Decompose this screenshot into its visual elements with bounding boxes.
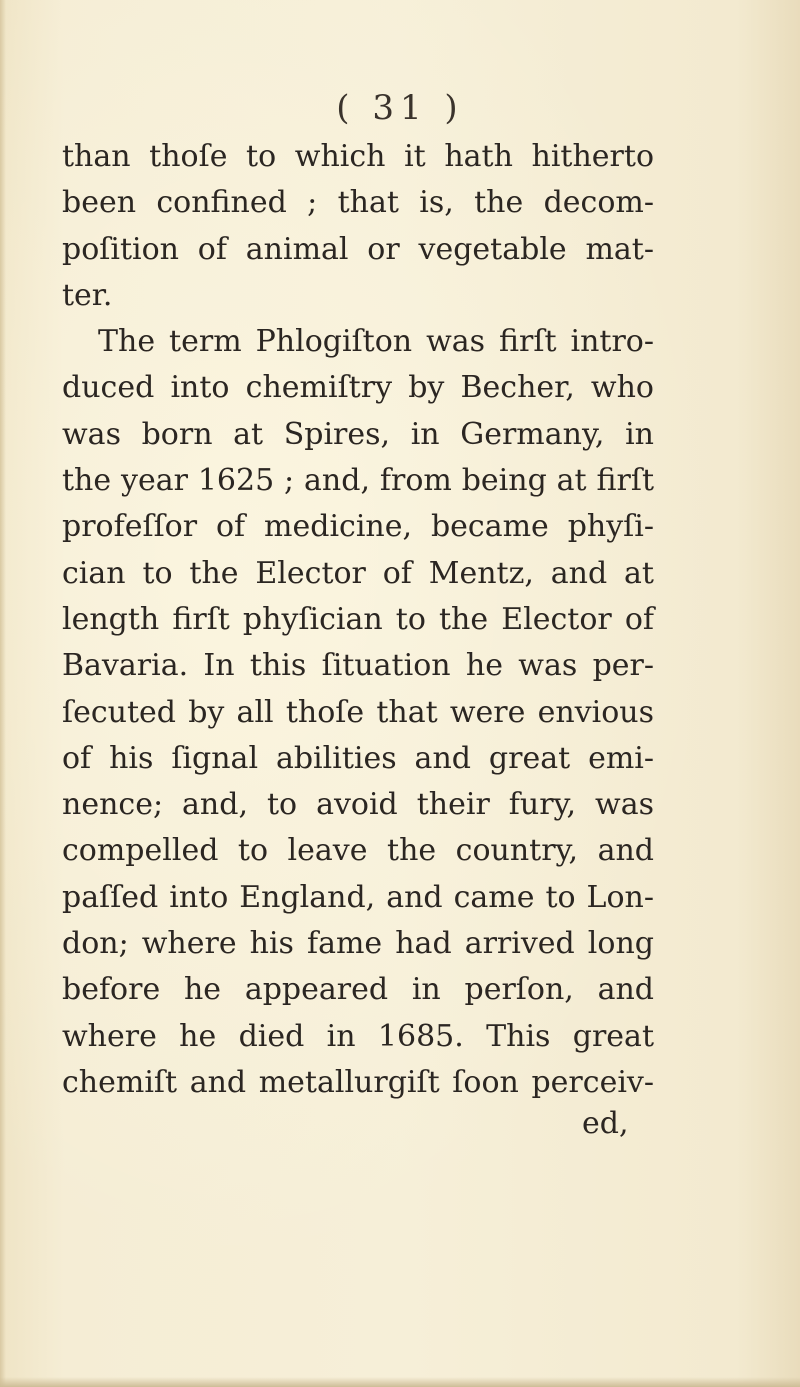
text-line: before he appeared in perſon, and: [62, 972, 654, 1008]
body-text: [62, 134, 654, 1152]
text-line: been confined ; that is, the decom-: [62, 185, 654, 221]
catchword: ed,: [582, 1106, 629, 1142]
text-line: The term Phlogiſton was firſt intro-: [98, 324, 654, 360]
text-line: Bavaria. In this ſituation he was per-: [62, 648, 654, 684]
text-line: where he died in 1685. This great: [62, 1018, 654, 1054]
text-line: don; where his fame had arrived long: [62, 926, 654, 962]
text-line: paſſed into England, and came to Lon-: [62, 879, 654, 915]
text-line: than thoſe to which it hath hitherto: [62, 139, 654, 174]
text-line: chemiſt and metallurgiſt ſoon perceiv-: [62, 1064, 654, 1100]
text-line: of his ſignal abilities and great emi-: [62, 740, 654, 776]
page-number-header: ( 31 ): [336, 88, 464, 128]
text-line: poſition of animal or vegetable mat-: [62, 231, 654, 267]
page-edge-bottom: [0, 1377, 800, 1387]
text-line: the year 1625 ; and, from being at firſt: [62, 463, 654, 499]
text-line: ter.: [62, 277, 113, 313]
text-line: compelled to leave the country, and: [62, 833, 654, 869]
text-line: length firſt phyſician to the Elector of: [62, 601, 654, 637]
text-line: nence; and, to avoid their fury, was: [62, 787, 654, 823]
text-line: cian to the Elector of Mentz, and at: [62, 555, 654, 591]
text-line: profeſſor of medicine, became phyſi-: [62, 509, 654, 545]
text-line: duced into chemiſtry by Becher, who: [62, 370, 654, 406]
text-line: ſecuted by all thoſe that were envious: [62, 694, 654, 730]
page-edge-left: [0, 0, 6, 1387]
text-line: was born at Spires, in Germany, in: [62, 416, 654, 452]
